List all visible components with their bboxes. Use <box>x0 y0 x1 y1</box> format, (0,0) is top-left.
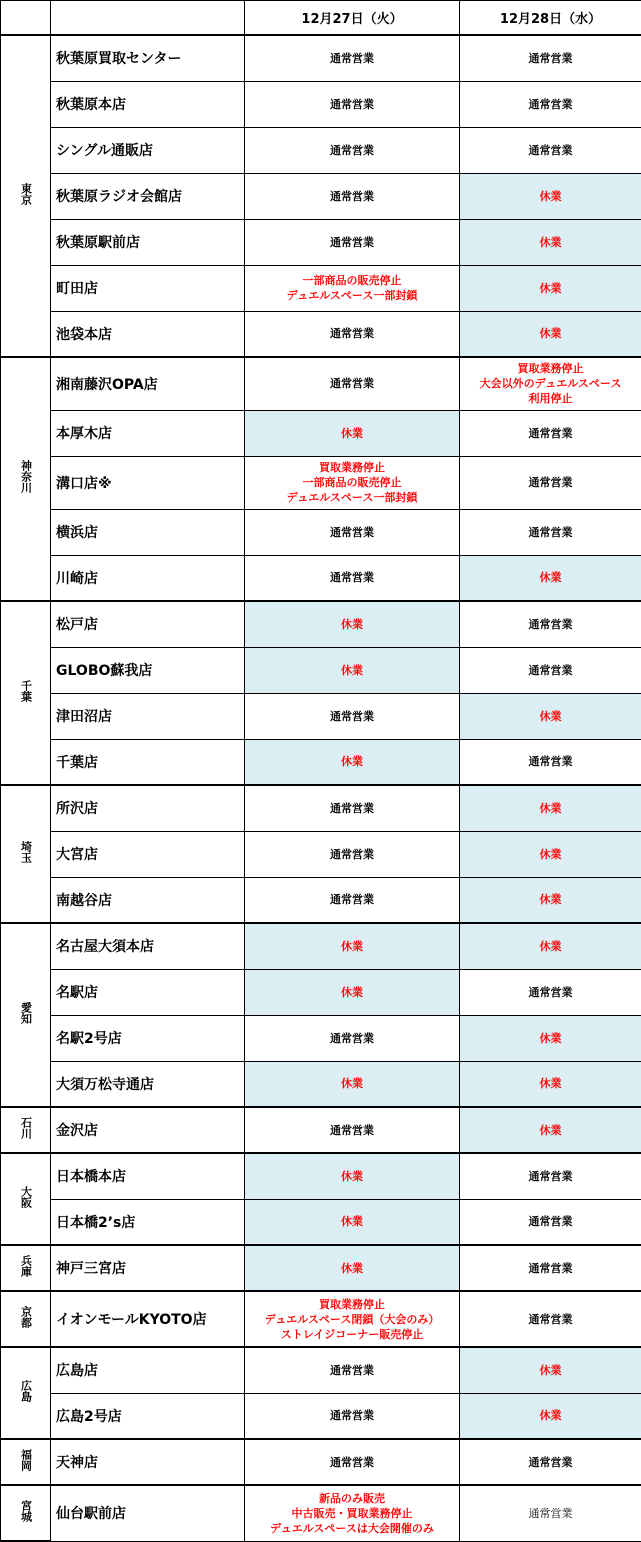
status-dec28: 通常営業 <box>460 127 641 173</box>
store-name: 天神店 <box>51 1439 245 1485</box>
store-row <box>1 410 641 456</box>
status-dec27: 通常営業 <box>245 509 460 555</box>
status-dec27: 買取業務停止 一部商品の販売停止 デュエルスペース一部封鎖 <box>245 456 460 509</box>
status-dec27: 通常営業 <box>245 311 460 357</box>
store-name: 金沢店 <box>51 1107 245 1153</box>
store-row <box>1 601 641 647</box>
status-dec27: 通常営業 <box>245 219 460 265</box>
store-name: 本厚木店 <box>51 410 245 456</box>
store-row <box>1 1153 641 1199</box>
store-name: 広島2号店 <box>51 1393 245 1439</box>
prefecture-cell <box>1 1347 51 1439</box>
store-row <box>1 173 641 219</box>
store-name: 津田沼店 <box>51 693 245 739</box>
store-name: 日本橋本店 <box>51 1153 245 1199</box>
store-row <box>1 739 641 785</box>
status-dec28: 休業 <box>460 265 641 311</box>
status-dec28: 通常営業 <box>460 1291 641 1347</box>
status-dec27: 休業 <box>245 647 460 693</box>
store-name: 池袋本店 <box>51 311 245 357</box>
status-dec27: 通常営業 <box>245 1347 460 1393</box>
status-dec27: 通常営業 <box>245 173 460 219</box>
store-name: イオンモールKYOTO店 <box>51 1291 245 1347</box>
status-dec28: 通常営業 <box>460 1153 641 1199</box>
prefecture-cell <box>1 785 51 923</box>
store-row <box>1 127 641 173</box>
prefecture-cell <box>1 923 51 1107</box>
store-row <box>1 647 641 693</box>
status-dec27: 通常営業 <box>245 357 460 410</box>
header-row <box>1 1 641 36</box>
status-dec28: 通常営業 <box>460 647 641 693</box>
store-name: 名駅2号店 <box>51 1015 245 1061</box>
prefecture-label: 東京 <box>18 183 34 205</box>
prefecture-label: 福岡 <box>18 1449 34 1471</box>
prefecture-label: 神奈川 <box>18 460 34 493</box>
store-row <box>1 1199 641 1245</box>
prefecture-cell <box>1 357 51 601</box>
store-name: 千葉店 <box>51 739 245 785</box>
status-dec27: 休業 <box>245 739 460 785</box>
prefecture-cell <box>1 1153 51 1245</box>
status-dec28: 通常営業 <box>460 35 641 81</box>
store-row <box>1 509 641 555</box>
status-dec28: 休業 <box>460 693 641 739</box>
store-row <box>1 357 641 410</box>
store-name: 大宮店 <box>51 831 245 877</box>
header-day1: 12月27日（火） <box>245 1 460 36</box>
store-name: 町田店 <box>51 265 245 311</box>
status-dec28: 買取業務停止 大会以外のデュエルスペース 利用停止 <box>460 357 641 410</box>
status-dec27: 休業 <box>245 969 460 1015</box>
store-row <box>1 1107 641 1153</box>
store-row <box>1 1061 641 1107</box>
status-dec28: 通常営業 <box>460 969 641 1015</box>
status-dec28: 休業 <box>460 1107 641 1153</box>
status-dec28: 通常営業 <box>460 509 641 555</box>
prefecture-label: 千葉 <box>18 680 34 702</box>
store-row <box>1 81 641 127</box>
store-row <box>1 923 641 969</box>
store-row <box>1 1245 641 1291</box>
store-name: 大須万松寺通店 <box>51 1061 245 1107</box>
status-dec27: 休業 <box>245 923 460 969</box>
status-dec28: 休業 <box>460 1015 641 1061</box>
store-name: 日本橋2’s店 <box>51 1199 245 1245</box>
store-row <box>1 265 641 311</box>
status-dec27: 通常営業 <box>245 127 460 173</box>
header-corner <box>1 1 51 36</box>
store-name: 秋葉原本店 <box>51 81 245 127</box>
status-dec28: 休業 <box>460 555 641 601</box>
store-row <box>1 219 641 265</box>
status-dec28: 休業 <box>460 785 641 831</box>
status-dec27: 通常営業 <box>245 785 460 831</box>
store-row <box>1 877 641 923</box>
store-name: 湘南藤沢OPA店 <box>51 357 245 410</box>
status-dec28: 通常営業 <box>460 410 641 456</box>
store-name: 所沢店 <box>51 785 245 831</box>
status-dec28: 通常営業 <box>460 81 641 127</box>
store-row <box>1 969 641 1015</box>
status-dec27: 通常営業 <box>245 81 460 127</box>
store-name: 秋葉原買取センター <box>51 35 245 81</box>
header-day2: 12月28日（水） <box>460 1 641 36</box>
store-name: 名駅店 <box>51 969 245 1015</box>
status-dec27: 休業 <box>245 1153 460 1199</box>
store-row <box>1 555 641 601</box>
status-dec27: 通常営業 <box>245 35 460 81</box>
store-row <box>1 693 641 739</box>
status-dec27: 通常営業 <box>245 1393 460 1439</box>
status-dec27: 通常営業 <box>245 693 460 739</box>
store-row <box>1 785 641 831</box>
store-name: 名古屋大須本店 <box>51 923 245 969</box>
store-name: 仙台駅前店 <box>51 1485 245 1541</box>
store-name: 川崎店 <box>51 555 245 601</box>
status-dec27: 通常営業 <box>245 877 460 923</box>
prefecture-label: 宮城 <box>18 1500 34 1522</box>
status-dec27: 新品のみ販売 中古販売・買取業務停止 デュエルスペースは大会開催のみ <box>245 1485 460 1541</box>
status-dec27: 買取業務停止 デュエルスペース閉鎖（大会のみ） ストレイジコーナー販売停止 <box>245 1291 460 1347</box>
status-dec28: 通常営業 <box>460 1485 641 1541</box>
prefecture-cell <box>1 1245 51 1291</box>
status-dec28: 休業 <box>460 923 641 969</box>
store-row <box>1 35 641 81</box>
status-dec28: 通常営業 <box>460 1245 641 1291</box>
status-dec27: 休業 <box>245 601 460 647</box>
status-dec28: 通常営業 <box>460 1199 641 1245</box>
store-name: 松戸店 <box>51 601 245 647</box>
status-dec27: 休業 <box>245 1061 460 1107</box>
store-row <box>1 1347 641 1393</box>
store-row <box>1 456 641 509</box>
status-dec27: 休業 <box>245 410 460 456</box>
status-dec28: 休業 <box>460 877 641 923</box>
prefecture-cell <box>1 1485 51 1541</box>
status-dec28: 休業 <box>460 311 641 357</box>
store-name: 広島店 <box>51 1347 245 1393</box>
status-dec27: 通常営業 <box>245 1439 460 1485</box>
status-dec28: 休業 <box>460 1061 641 1107</box>
prefecture-label: 大阪 <box>18 1186 34 1208</box>
store-row <box>1 1015 641 1061</box>
status-dec27: 通常営業 <box>245 1015 460 1061</box>
store-name: GLOBO蘇我店 <box>51 647 245 693</box>
status-dec28: 休業 <box>460 219 641 265</box>
status-dec28: 通常営業 <box>460 456 641 509</box>
status-dec28: 休業 <box>460 1347 641 1393</box>
prefecture-cell <box>1 1291 51 1347</box>
status-dec28: 通常営業 <box>460 1439 641 1485</box>
store-row <box>1 831 641 877</box>
store-row <box>1 1393 641 1439</box>
store-name: 秋葉原駅前店 <box>51 219 245 265</box>
prefecture-label: 埼玉 <box>18 841 34 863</box>
status-dec27: 一部商品の販売停止 デュエルスペース一部封鎖 <box>245 265 460 311</box>
store-name: 横浜店 <box>51 509 245 555</box>
status-dec27: 通常営業 <box>245 555 460 601</box>
prefecture-cell <box>1 601 51 785</box>
prefecture-cell <box>1 1107 51 1153</box>
store-name: シングル通販店 <box>51 127 245 173</box>
prefecture-label: 広島 <box>18 1380 34 1402</box>
store-name: 神戸三宮店 <box>51 1245 245 1291</box>
store-row <box>1 1439 641 1485</box>
store-name: 秋葉原ラジオ会館店 <box>51 173 245 219</box>
status-dec28: 通常営業 <box>460 739 641 785</box>
store-row <box>1 311 641 357</box>
status-dec27: 休業 <box>245 1199 460 1245</box>
status-dec28: 休業 <box>460 1393 641 1439</box>
status-dec28: 休業 <box>460 831 641 877</box>
prefecture-label: 愛知 <box>18 1002 34 1024</box>
store-name: 溝口店※ <box>51 456 245 509</box>
status-dec27: 休業 <box>245 1245 460 1291</box>
status-dec28: 通常営業 <box>460 601 641 647</box>
status-dec27: 通常営業 <box>245 831 460 877</box>
prefecture-cell <box>1 1439 51 1485</box>
status-dec27: 通常営業 <box>245 1107 460 1153</box>
status-dec28: 休業 <box>460 173 641 219</box>
header-store-col <box>51 1 245 36</box>
store-row <box>1 1291 641 1347</box>
prefecture-label: 石川 <box>18 1117 34 1139</box>
store-row <box>1 1485 641 1541</box>
prefecture-cell <box>1 35 51 357</box>
prefecture-label: 兵庫 <box>18 1255 34 1277</box>
prefecture-label: 京都 <box>18 1306 34 1328</box>
store-name: 南越谷店 <box>51 877 245 923</box>
